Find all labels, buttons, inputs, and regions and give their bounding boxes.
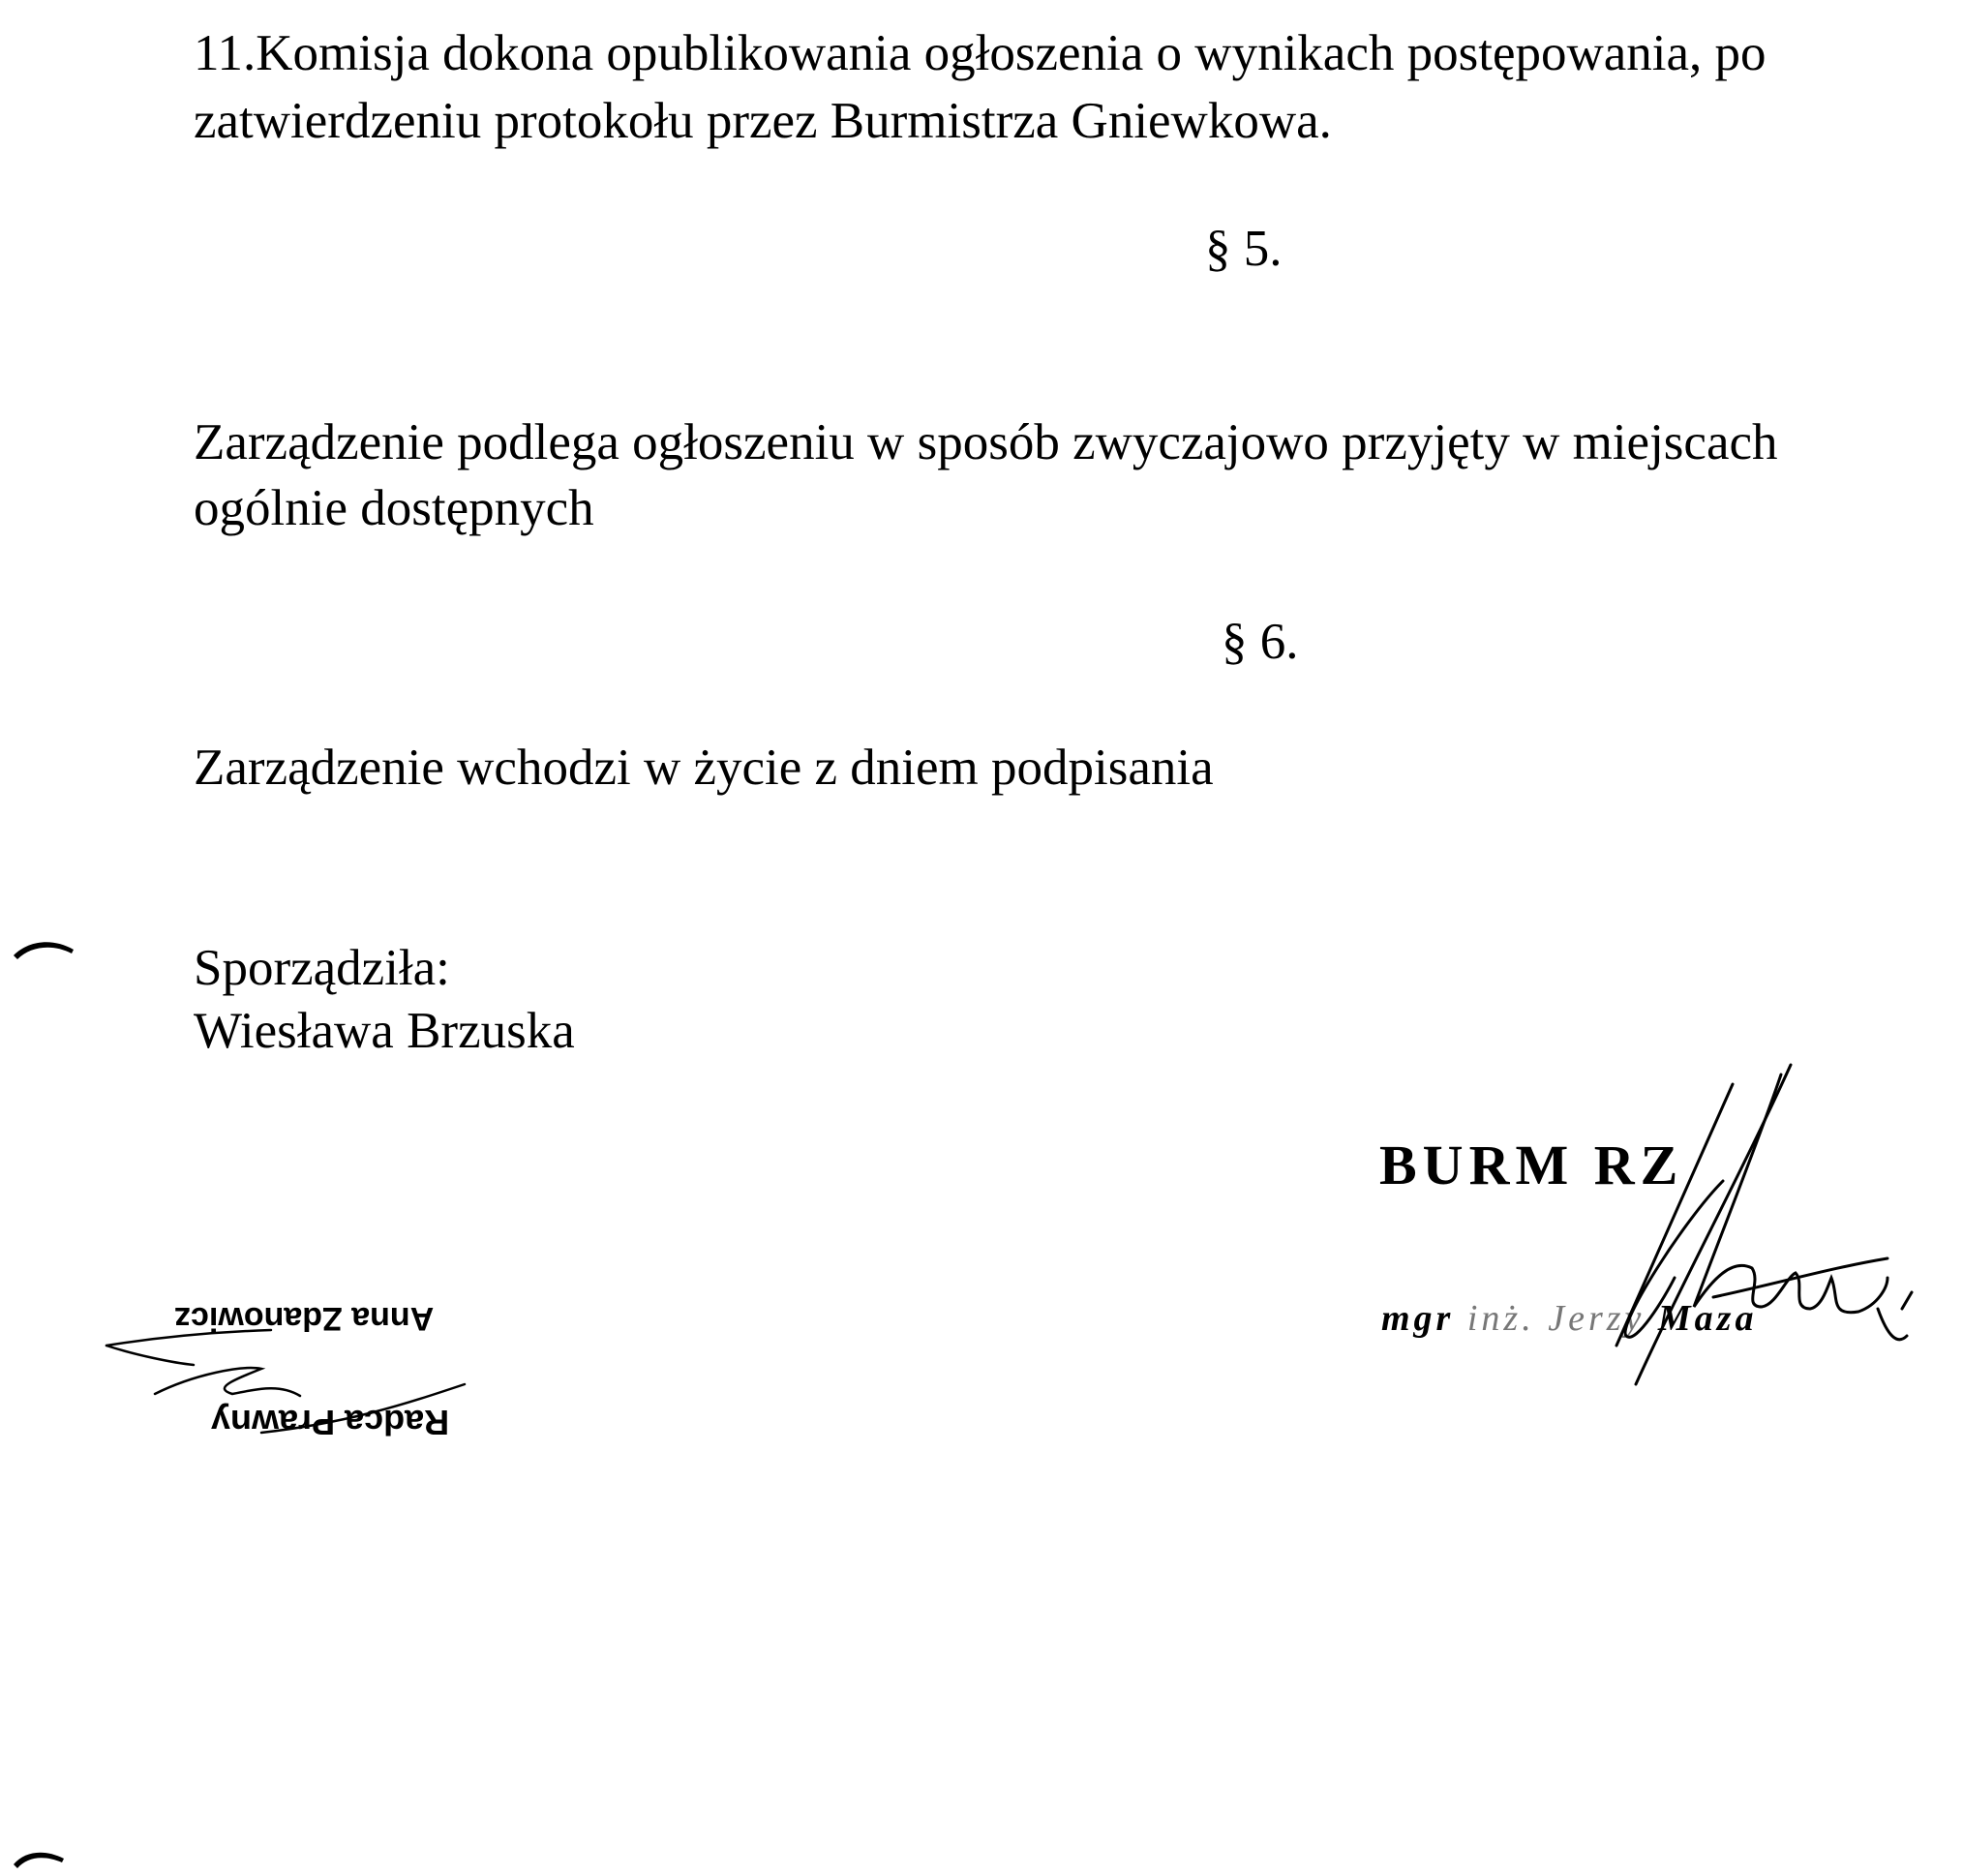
section-5-text-line-2: ogólnie dostępnych [194, 480, 594, 536]
scan-artifact-top [10, 934, 77, 963]
mayor-stamp-middle: inż. Jerzy [1466, 1298, 1646, 1339]
mayor-signature [1568, 1055, 1936, 1413]
prepared-by-label: Sporządziła: [194, 940, 450, 996]
legal-adviser-stamp [97, 1287, 600, 1481]
paragraph-11-line-1: 11.Komisja dokona opublikowania ogłoszenia o wynikach postępowania, po [194, 25, 1767, 81]
scan-artifact-bottom [10, 1841, 68, 1870]
mayor-stamp-surname: Maza [1657, 1298, 1758, 1339]
paragraph-11-line-2: zatwierdzeniu protokołu przez Burmistrza Gniewkowa. [194, 93, 1332, 149]
legal-adviser-stamp-name: Anna Zdanowicz [174, 1300, 435, 1337]
section-5-heading: § 5. [1205, 221, 1283, 277]
mayor-stamp-prefix: mgr [1381, 1298, 1455, 1339]
prepared-by-name: Wiesława Brzuska [194, 1003, 575, 1059]
section-5-text-line-1: Zarządzenie podlega ogłoszeniu w sposób zwyczajowo przyjęty w miejscach [194, 414, 1778, 470]
section-6-heading: § 6. [1222, 614, 1299, 670]
legal-adviser-signature [97, 1287, 600, 1481]
section-6-text: Zarządzenie wchodzi w życie z dniem podpisania [194, 740, 1214, 796]
mayor-stamp-title: BURM RZ [1379, 1134, 1684, 1196]
legal-adviser-stamp-title: Radca Prawny [211, 1403, 450, 1442]
